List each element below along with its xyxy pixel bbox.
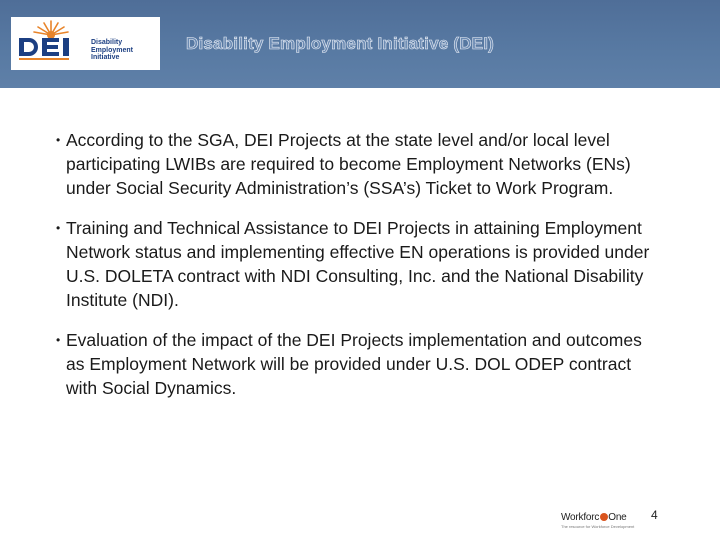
logo-left-text: Workforc	[561, 512, 600, 523]
logo-right-text: One	[608, 512, 627, 523]
workforce-one-logo	[561, 512, 641, 534]
bullet-dot: •	[56, 133, 61, 147]
bullet-dot: •	[56, 221, 61, 235]
bullet-text: Evaluation of the impact of the DEI Projects implementation and outcomes as Employment Network will be provided under U.S. DOL ODEP contract with Social Dynamics.	[66, 330, 642, 398]
bullet-dot: •	[56, 333, 61, 347]
bullet-text: According to the SGA, DEI Projects at the state level and/or local level participating LWIBs are required to become Employment Networks (ENs) under Social Security Administration’s (SSA’s) Ticket to Work Program.	[66, 130, 631, 198]
globe-icon	[600, 513, 608, 521]
bullet-text: Training and Technical Assistance to DEI Projects in attaining Employment Network status and implementing effective EN operations is provided under U.S. DOLETA contract with NDI Consulting, Inc. and the National Disability Institute (NDI).	[66, 218, 650, 310]
header-bar	[0, 0, 720, 88]
bullet-item	[56, 216, 656, 312]
workforce-one-wordmark	[561, 512, 641, 523]
logo-tagline: The resource for Workforce Development	[561, 524, 635, 529]
logo-word: Employment	[91, 46, 134, 54]
bullet-item	[56, 328, 656, 400]
page-number: 4	[651, 508, 658, 522]
logo-word: Disability	[91, 39, 123, 46]
bullet-list	[56, 128, 656, 416]
bullet-item	[56, 128, 656, 200]
logo-word: Initiative	[91, 54, 120, 61]
dei-logo	[11, 17, 160, 70]
slide-title: Disability Employment Initiative (DEI)	[186, 34, 494, 53]
logo-wordmark	[91, 39, 133, 62]
dei-logo-mark	[11, 17, 160, 70]
